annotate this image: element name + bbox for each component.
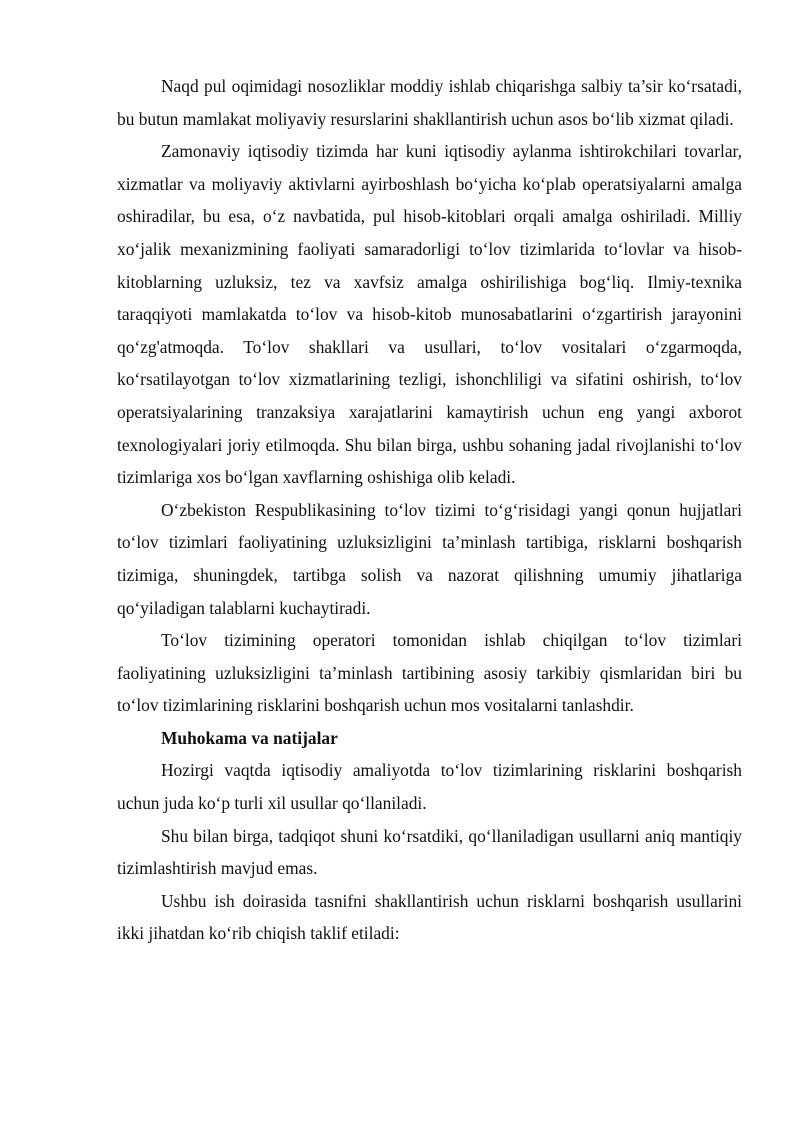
section-heading: Muhokama va natijalar [161,727,338,748]
paragraph-operator: To‘lov tizimining operatori tomonidan ishlab chiqilgan to‘lov tizimlari faoliyatining uzluksizligini ta’minlash tartibining asosiy tarkibiy qismlaridan biri bu to‘lov tizimlarining risklarini boshqarish uchun mos vositalarni tanlashdir. [117,630,742,716]
paragraph-modern-economy: Zamonaviy iqtisodiy tizimda har kuni iqtisodiy aylanma ishtirokchilari tovarlar, xizmatlar va moliyaviy aktivlarni ayirboshlash bo‘yicha ko‘plab operatsiyalarni amalga oshiradilar, bu esa, o‘z navbatida, pul hisob-kitoblari orqali amalga oshiriladi. Milliy xo‘jalik mexanizmining faoliyati samaradorligi to‘lov tizimlarida to‘lovlar va hisob-kitoblarning uzluksiz, tez va xavfsiz amalga oshirilishiga bog‘liq. Ilmiy-texnika taraqqiyoti mamlakatda to‘lov va hisob-kitob munosabatlarini o‘zgartirish jarayonini qo‘zg'atmoqda. To‘lov shakllari va usullari, to‘lov vositalari o‘zgarmoqda, ko‘rsatilayotgan to‘lov xizmatlarining tezligi, ishonchliligi va sifatini oshirish, to‘lov operatsiyalarining tranzaksiya xarajatlarini kamaytirish uchun eng yangi axborot texnologiyalari joriy etilmoqda. Shu bilan birga, ushbu sohaning jadal rivojlanishi to‘lov tizimlariga xos bo‘lgan xavflarning oshishiga olib keladi. [117,141,742,488]
paragraph-research-finding: Shu bilan birga, tadqiqot shuni ko‘rsatdiki, qo‘llaniladigan usullarni aniq mantiqiy tizimlashtirish mavjud emas. [117,825,742,879]
document-page [117,70,742,950]
paragraph-new-legislation: O‘zbekiston Respublikasining to‘lov tizimi to‘g‘risidagi yangi qonun hujjatlari to‘lov tizimlari faoliyatining uzluksizligini ta’minlash tartibiga, risklarni boshqarish tizimiga, shuningdek, tartibga solish va nazorat qilishning umumiy jihatlariga qo‘yiladigan talablarni kuchaytiradi. [117,499,742,618]
paragraph-current-practice: Hozirgi vaqtda iqtisodiy amaliyotda to‘lov tizimlarining risklarini boshqarish uchun juda ko‘p turli xil usullar qo‘llaniladi. [117,760,742,814]
paragraph-cash-flow: Naqd pul oqimidagi nosozliklar moddiy ishlab chiqarishga salbiy ta’sir ko‘rsatadi, bu butun mamlakat moliyaviy resurslarini shakllantirish uchun asos bo‘lib xizmat qiladi. [117,76,742,129]
paragraph-proposal: Ushbu ish doirasida tasnifni shakllantirish uchun risklarni boshqarish usullarini ikki jihatdan ko‘rib chiqish taklif etiladi: [117,890,742,944]
